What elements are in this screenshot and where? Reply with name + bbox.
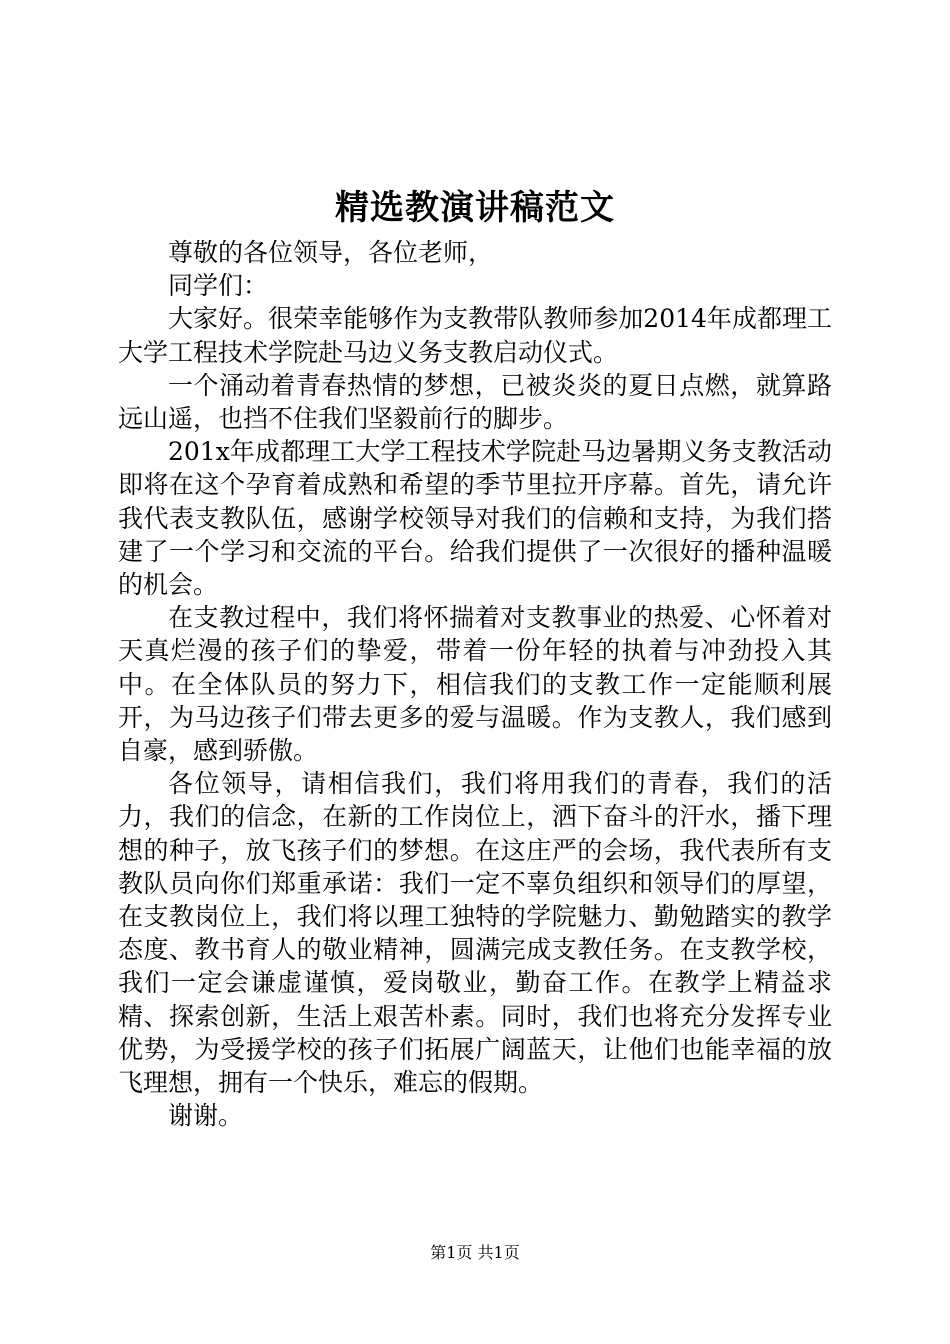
body-paragraph: 各位领导，请相信我们，我们将用我们的青春，我们的活力，我们的信念，在新的工作岗位上，洒下奋斗的汗水，播下理想的种子，放飞孩子们的梦想。在这庄严的会场，我代表所有支教队员向你们郑重承诺：我们一定不辜负组织和领导们的厚望，在支教岗位上，我们将以理工独特的学院魅力、勤勉踏实的教学态度、教书育人的敬业精神，圆满完成支教任务。在支教学校，我们一定会谦虚谨慎，爱岗敬业，勤奋工作。在教学上精益求精、探索创新，生活上艰苦朴素。同时，我们也将充分发挥专业优势，为受援学校的孩子们拓展广阔蓝天，让他们也能幸福的放飞理想，拥有一个快乐，难忘的假期。 [118,769,832,1098]
body-paragraph: 在支教过程中，我们将怀揣着对支教事业的热爱、心怀着对天真烂漫的孩子们的挚爱，带着一份年轻的执着与冲劲投入其中。在全体队员的努力下，相信我们的支教工作一定能顺利展开，为马边孩子们带去更多的爱与温暖。作为支教人，我们感到自豪，感到骄傲。 [118,603,832,766]
document-title: 精选教演讲稿范文 [335,188,615,228]
salutation-line: 尊敬的各位领导，各位老师， [168,238,494,267]
salutation-line: 同学们： [168,271,269,301]
page-number-footer: 第1页 共1页 [430,1243,520,1262]
body-paragraph: 一个涌动着青春热情的梦想，已被炎炎的夏日点燃，就算路远山遥，也挡不住我们坚毅前行的脚步。 [118,370,832,434]
body-paragraph: 大家好。很荣幸能够作为支教带队教师参加2014年成都理工大学工程技术学院赴马边义务支教启动仪式。 [118,304,832,367]
closing-line: 谢谢。 [168,1101,244,1131]
document-body [118,236,832,1132]
body-paragraph: 201x年成都理工大学工程技术学院赴马边暑期义务支教活动即将在这个孕育着成熟和希望的季节里拉开序幕。首先，请允许我代表支教队伍，感谢学校领导对我们的信赖和支持，为我们搭建了一个学习和交流的平台。给我们提供了一次很好的播种温暖的机会。 [118,437,832,600]
